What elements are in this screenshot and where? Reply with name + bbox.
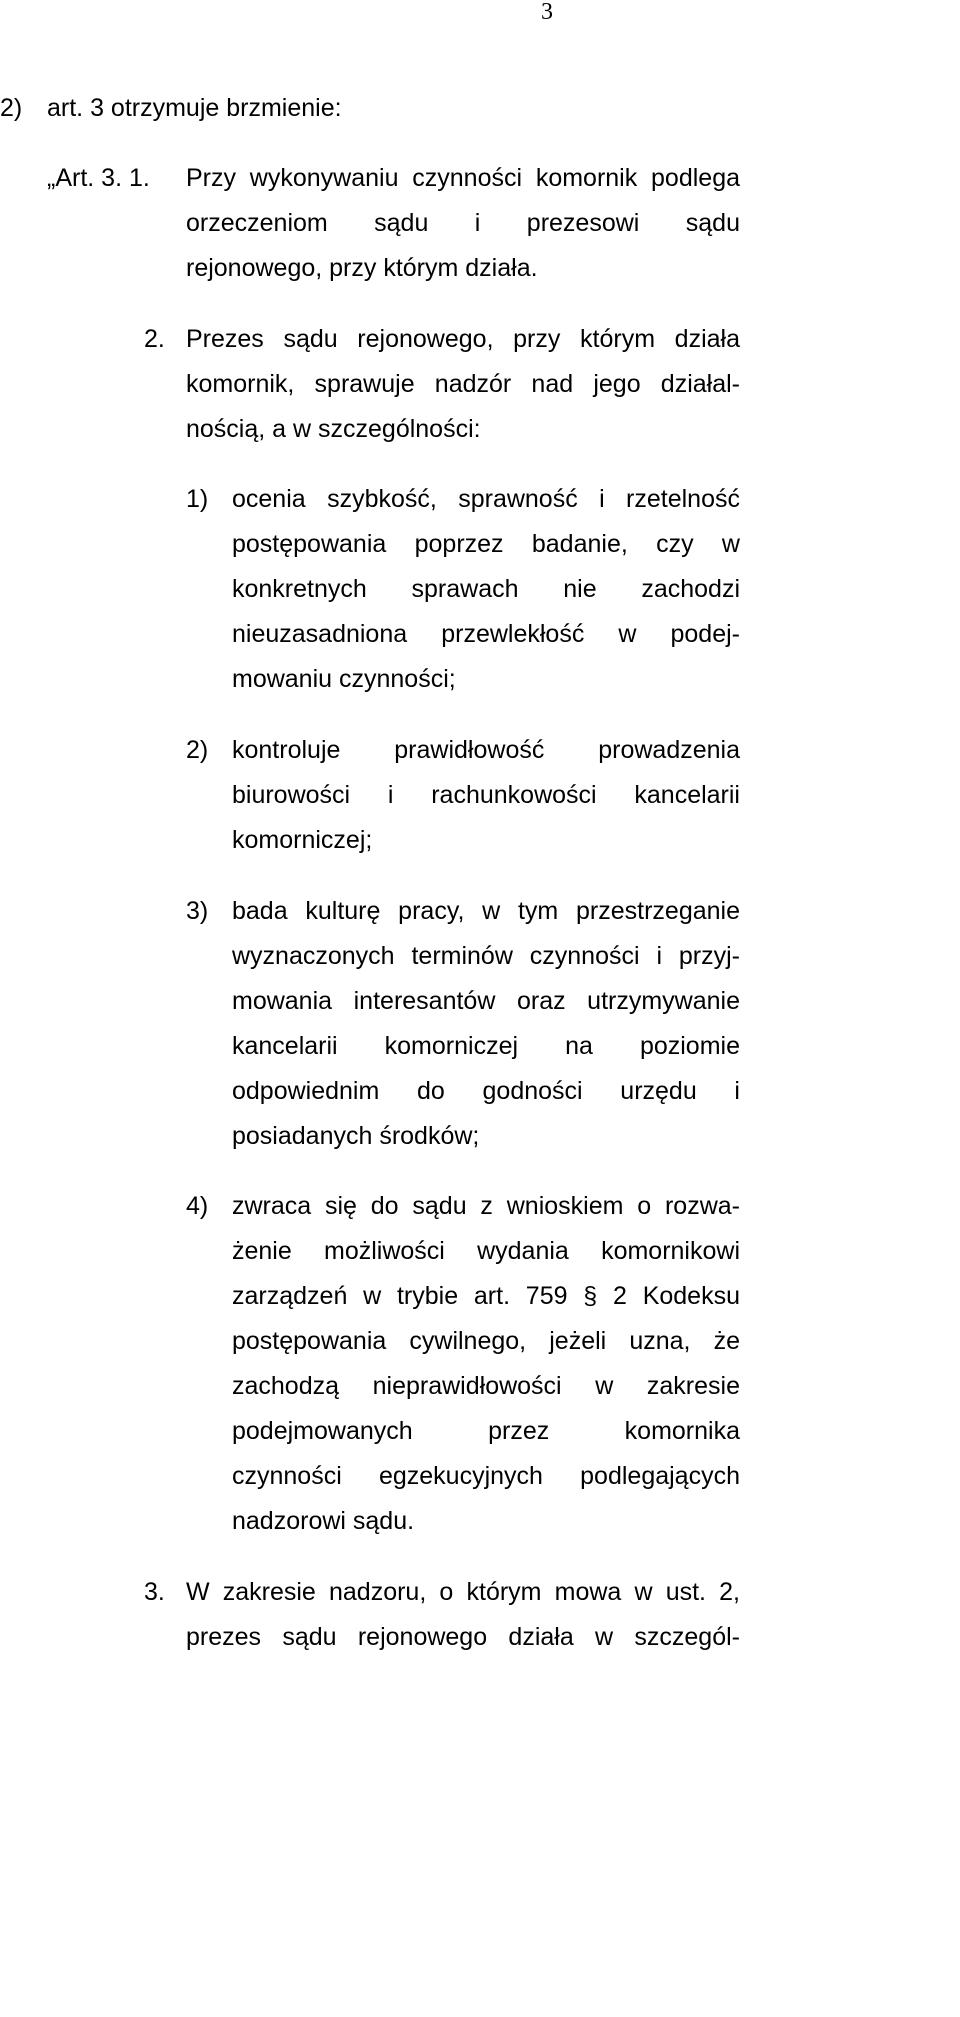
item-line: komorniczej;	[232, 826, 373, 854]
item-line: bada kulturę pracy, w tym przestrzeganie	[232, 897, 740, 925]
para2-line: Prezes sądu rejonowego, przy którym działa	[186, 325, 740, 353]
item-line: nieuzasadniona przewlekłość w podej-	[232, 620, 740, 648]
item-line: odpowiednim do godności urzędu i	[232, 1077, 740, 1105]
item-line: ocenia szybkość, sprawność i rzetelność	[232, 485, 740, 513]
para3-line: W zakresie nadzoru, o którym mowa w ust. 2,	[186, 1578, 740, 1606]
para1-line: rejonowego, przy którym działa.	[186, 254, 538, 282]
para1-line: orzeczeniom sądu i prezesowi sądu	[186, 209, 740, 237]
item-line: nadzorowi sądu.	[232, 1507, 415, 1535]
item-number: 2)	[186, 736, 209, 764]
amendment-point-number: 2)	[0, 94, 23, 122]
para2-line: komornik, sprawuje nadzór nad jego działal-	[186, 370, 740, 398]
item-line: żenie możliwości wydania komornikowi	[232, 1237, 740, 1265]
item-line: posiadanych środków;	[232, 1122, 480, 1150]
item-line: konkretnych sprawach nie zachodzi	[232, 575, 740, 603]
amendment-point-text: art. 3 otrzymuje brzmienie:	[47, 94, 342, 122]
item-line: postępowania poprzez badanie, czy w	[232, 530, 740, 558]
page-number: 3	[541, 0, 553, 25]
item-line: mowania interesantów oraz utrzymywanie	[232, 987, 740, 1015]
item-line: mowaniu czynności;	[232, 665, 456, 693]
para3-line: prezes sądu rejonowego działa w szczegól-	[186, 1623, 740, 1651]
para2-line: nością, a w szczególności:	[186, 415, 481, 443]
item-number: 4)	[186, 1192, 209, 1220]
item-number: 1)	[186, 485, 209, 513]
item-number: 3)	[186, 897, 209, 925]
item-line: wyznaczonych terminów czynności i przyj-	[232, 942, 740, 970]
item-line: zwraca się do sądu z wnioskiem o rozwa-	[232, 1192, 740, 1220]
item-line: zachodzą nieprawidłowości w zakresie	[232, 1372, 740, 1400]
article-header: „Art. 3. 1.	[47, 164, 150, 192]
item-line: kancelarii komorniczej na poziomie	[232, 1032, 740, 1060]
item-line: postępowania cywilnego, jeżeli uzna, że	[232, 1327, 740, 1355]
item-line: zarządzeń w trybie art. 759 § 2 Kodeksu	[232, 1282, 740, 1310]
para3-number: 3.	[144, 1578, 165, 1606]
item-line: kontroluje prawidłowość prowadzenia	[232, 736, 740, 764]
item-line: biurowości i rachunkowości kancelarii	[232, 781, 740, 809]
item-line: podejmowanych przez komornika	[232, 1417, 740, 1445]
para1-line: Przy wykonywaniu czynności komornik podlega	[186, 164, 740, 192]
para2-number: 2.	[144, 325, 165, 353]
item-line: czynności egzekucyjnych podlegających	[232, 1462, 740, 1490]
